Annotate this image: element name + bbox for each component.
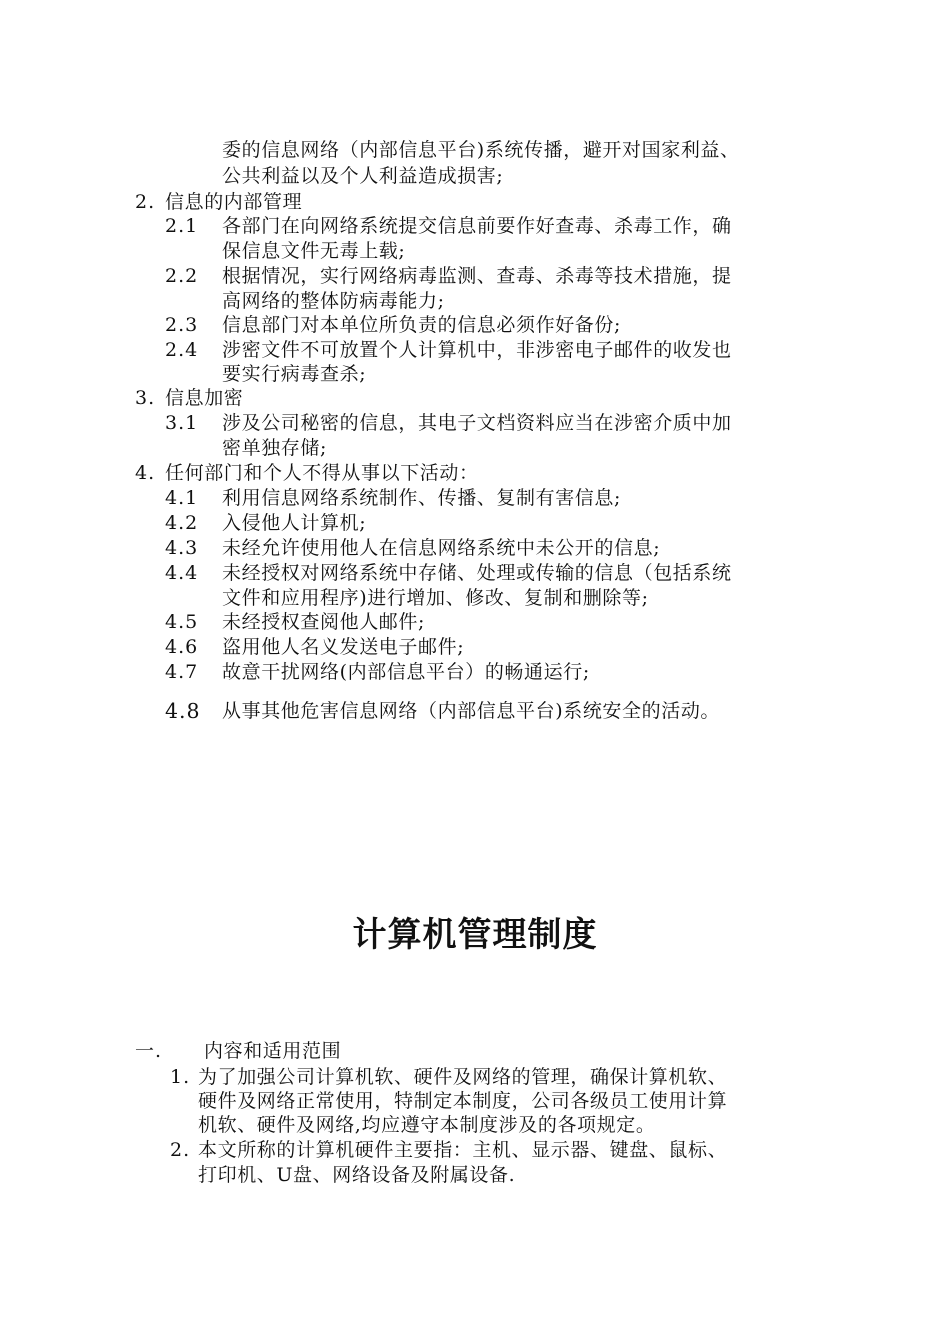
subitem-number: 4.4 [165, 562, 199, 584]
item-number: 3. [135, 387, 156, 409]
scope-item-line: 硬件及网络正常使用，特制定本制度，公司各级员工使用计算 [198, 1090, 728, 1112]
subitem-line: 未经授权查阅他人邮件; [222, 611, 426, 633]
subitem-line: 各部门在向网络系统提交信息前要作好查毒、杀毒工作，确 [222, 215, 732, 237]
subitem-number: 2.2 [165, 265, 199, 287]
intro-line: 委的信息网络（内部信息平台)系统传播，避开对国家利益、 [222, 139, 740, 161]
scope-item-line: 本文所称的计算机硬件主要指：主机、显示器、键盘、鼠标、 [198, 1139, 728, 1161]
subitem-line: 保信息文件无毒上载; [222, 240, 406, 262]
subitem-line: 要实行病毒查杀; [222, 363, 367, 385]
subitem-line: 高网络的整体防病毒能力; [222, 290, 445, 312]
subitem-line: 从事其他危害信息网络（内部信息平台)系统安全的活动。 [222, 700, 721, 722]
subitem-line: 未经允许使用他人在信息网络系统中未公开的信息; [222, 537, 661, 559]
subitem-number: 4.3 [165, 537, 199, 559]
subitem-number: 4.2 [165, 512, 199, 534]
subitem-line: 入侵他人计算机; [222, 512, 367, 534]
subitem-line: 涉及公司秘密的信息，其电子文档资料应当在涉密介质中加 [222, 412, 732, 434]
subitem-line: 涉密文件不可放置个人计算机中，非涉密电子邮件的收发也 [222, 339, 732, 361]
scope-item-line: 为了加强公司计算机软、硬件及网络的管理，确保计算机软、 [198, 1066, 728, 1088]
chapter-heading: 内容和适用范围 [204, 1040, 342, 1062]
item-heading: 任何部门和个人不得从事以下活动： [165, 462, 479, 484]
subitem-number: 4.1 [165, 487, 199, 509]
subitem-number: 4.8 [165, 699, 201, 723]
subitem-line: 文件和应用程序)进行增加、修改、复制和删除等; [222, 587, 649, 609]
chapter-number: 一. [135, 1040, 163, 1062]
subitem-line: 盗用他人名义发送电子邮件; [222, 636, 465, 658]
scope-item-line: 打印机、U盘、网络设备及附属设备. [198, 1164, 516, 1186]
scope-item-number: 1. [170, 1066, 191, 1088]
document-title: 计算机管理制度 [352, 915, 598, 955]
subitem-line: 故意干扰网络(内部信息平台）的畅通运行; [222, 661, 590, 683]
subitem-number: 2.3 [165, 314, 199, 336]
subitem-line: 密单独存储; [222, 437, 328, 459]
item-number: 4. [135, 462, 156, 484]
scope-item-number: 2. [170, 1139, 191, 1161]
subitem-line: 利用信息网络系统制作、传播、复制有害信息; [222, 487, 622, 509]
subitem-number: 2.1 [165, 215, 199, 237]
intro-line: 公共利益以及个人利益造成损害; [222, 165, 504, 187]
subitem-number: 4.7 [165, 661, 199, 683]
subitem-line: 信息部门对本单位所负责的信息必须作好备份; [222, 314, 622, 336]
subitem-number: 3.1 [165, 412, 199, 434]
item-number: 2. [135, 191, 156, 213]
item-heading: 信息的内部管理 [165, 191, 303, 213]
subitem-number: 2.4 [165, 339, 199, 361]
scope-item-line: 机软、硬件及网络,均应遵守本制度涉及的各项规定。 [198, 1114, 656, 1136]
subitem-number: 4.6 [165, 636, 199, 658]
subitem-line: 未经授权对网络系统中存储、处理或传输的信息（包括系统 [222, 562, 732, 584]
subitem-number: 4.5 [165, 611, 199, 633]
item-heading: 信息加密 [165, 387, 244, 409]
subitem-line: 根据情况，实行网络病毒监测、查毒、杀毒等技术措施，提 [222, 265, 732, 287]
